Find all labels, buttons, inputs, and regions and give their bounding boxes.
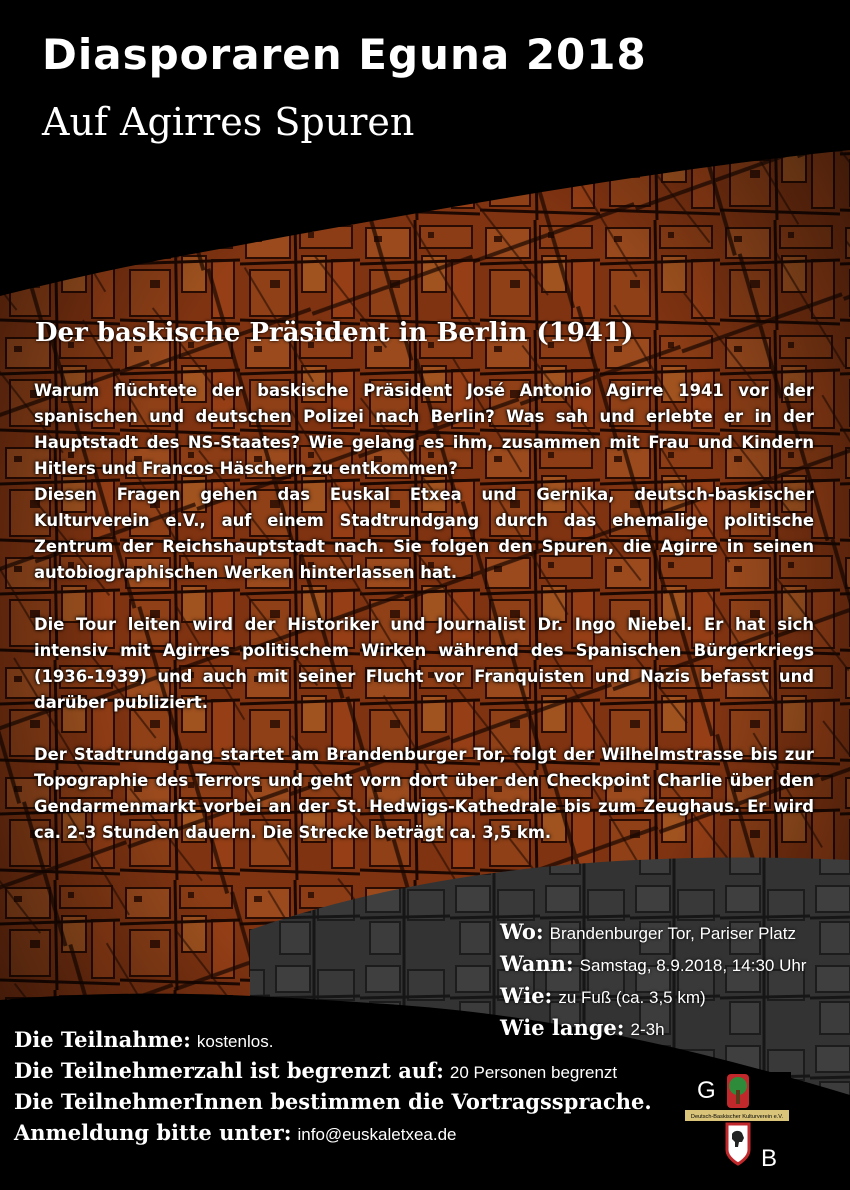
participation-language: [14, 1086, 652, 1117]
participation-value: kostenlos.: [196, 1032, 274, 1051]
page-subtitle: Auf Agirres Spuren: [42, 100, 415, 144]
participation-info: [14, 1024, 652, 1148]
paragraph: Diesen Fragen gehen das Euskal Etxea und Gernika, deutsch-baskischer Kulturverein e.V., auf einem Stadtrundgang durch das ehemalige politische Zentrum der Reichshauptstadt nach. Sie folgen den Spuren, die Agirre in seinen autobiographischen Werken hinterlassen hat.: [34, 485, 814, 582]
participation-cost: [14, 1024, 652, 1055]
participation-label: Die Teilnehmerzahl ist begrenzt auf:: [14, 1058, 444, 1083]
info-label: Wann:: [500, 951, 574, 976]
info-value: Samstag, 8.9.2018, 14:30 Uhr: [579, 956, 807, 975]
participation-label: Anmeldung bitte unter:: [14, 1120, 292, 1145]
logo-banner-text: Deutsch-Baskischer Kulturverein e.V.: [690, 1114, 784, 1120]
paragraph: Warum flüchtete der baskische Präsident José Antonio Agirre 1941 vor der spanischen und deutschen Polizei nach Berlin? Was sah und erlebte er in der Hauptstadt des NS-Staates? Wie gelang es ihm, zusammen mit Frau und Kindern Hitlers und Francos Häschern zu entkommen?: [34, 381, 814, 478]
participation-limit: [14, 1055, 652, 1086]
registration-email-link[interactable]: info@euskaletxea.de: [297, 1125, 457, 1144]
participation-registration: [14, 1117, 652, 1148]
page-title: Diasporaren Eguna 2018: [42, 30, 647, 79]
participation-label: Die TeilnehmerInnen bestimmen die Vortragssprache.: [14, 1089, 652, 1114]
info-row-mode: [500, 980, 806, 1012]
tree-icon: [727, 1074, 749, 1108]
participation-label: Die Teilnahme:: [14, 1027, 191, 1052]
bear-shield-icon: [727, 1124, 749, 1164]
info-row-location: [500, 916, 806, 948]
participation-value: 20 Personen begrenzt: [449, 1063, 618, 1082]
paragraph: Der Stadtrundgang startet am Brandenburger Tor, folgt der Wilhelmstrasse bis zur Topographie des Terrors und geht vorn dort über den Checkpoint Charlie über den Gendarmenmarkt vorbei an der St. Hedwigs-Kathedrale bis zum Zeughaus. Er wird ca. 2-3 Stunden dauern. Die Strecke beträgt ca. 3,5 km.: [34, 745, 814, 842]
logo-letter-g: G: [697, 1077, 716, 1104]
paragraph: Die Tour leiten wird der Historiker und Journalist Dr. Ingo Niebel. Er hat sich intensiv mit Agirres politischem Wirken während des Spanischen Bürgerkriegs (1936-1939) und auch mit seiner Flucht vor Franquisten und Nazis befasst und darüber publiziert.: [34, 615, 814, 712]
info-label: Wie:: [500, 983, 553, 1008]
description-body: [34, 378, 814, 872]
info-row-time: [500, 948, 806, 980]
logo-letter-b: B: [761, 1145, 778, 1172]
association-logo: [683, 1072, 791, 1172]
section-heading: Der baskische Präsident in Berlin (1941): [35, 318, 634, 348]
info-value: zu Fuß (ca. 3,5 km): [558, 988, 706, 1007]
info-label: Wo:: [500, 919, 544, 944]
info-label: Wie lange:: [500, 1015, 625, 1040]
info-value: 2-3h: [630, 1020, 665, 1039]
info-value: Brandenburger Tor, Pariser Platz: [549, 924, 796, 943]
